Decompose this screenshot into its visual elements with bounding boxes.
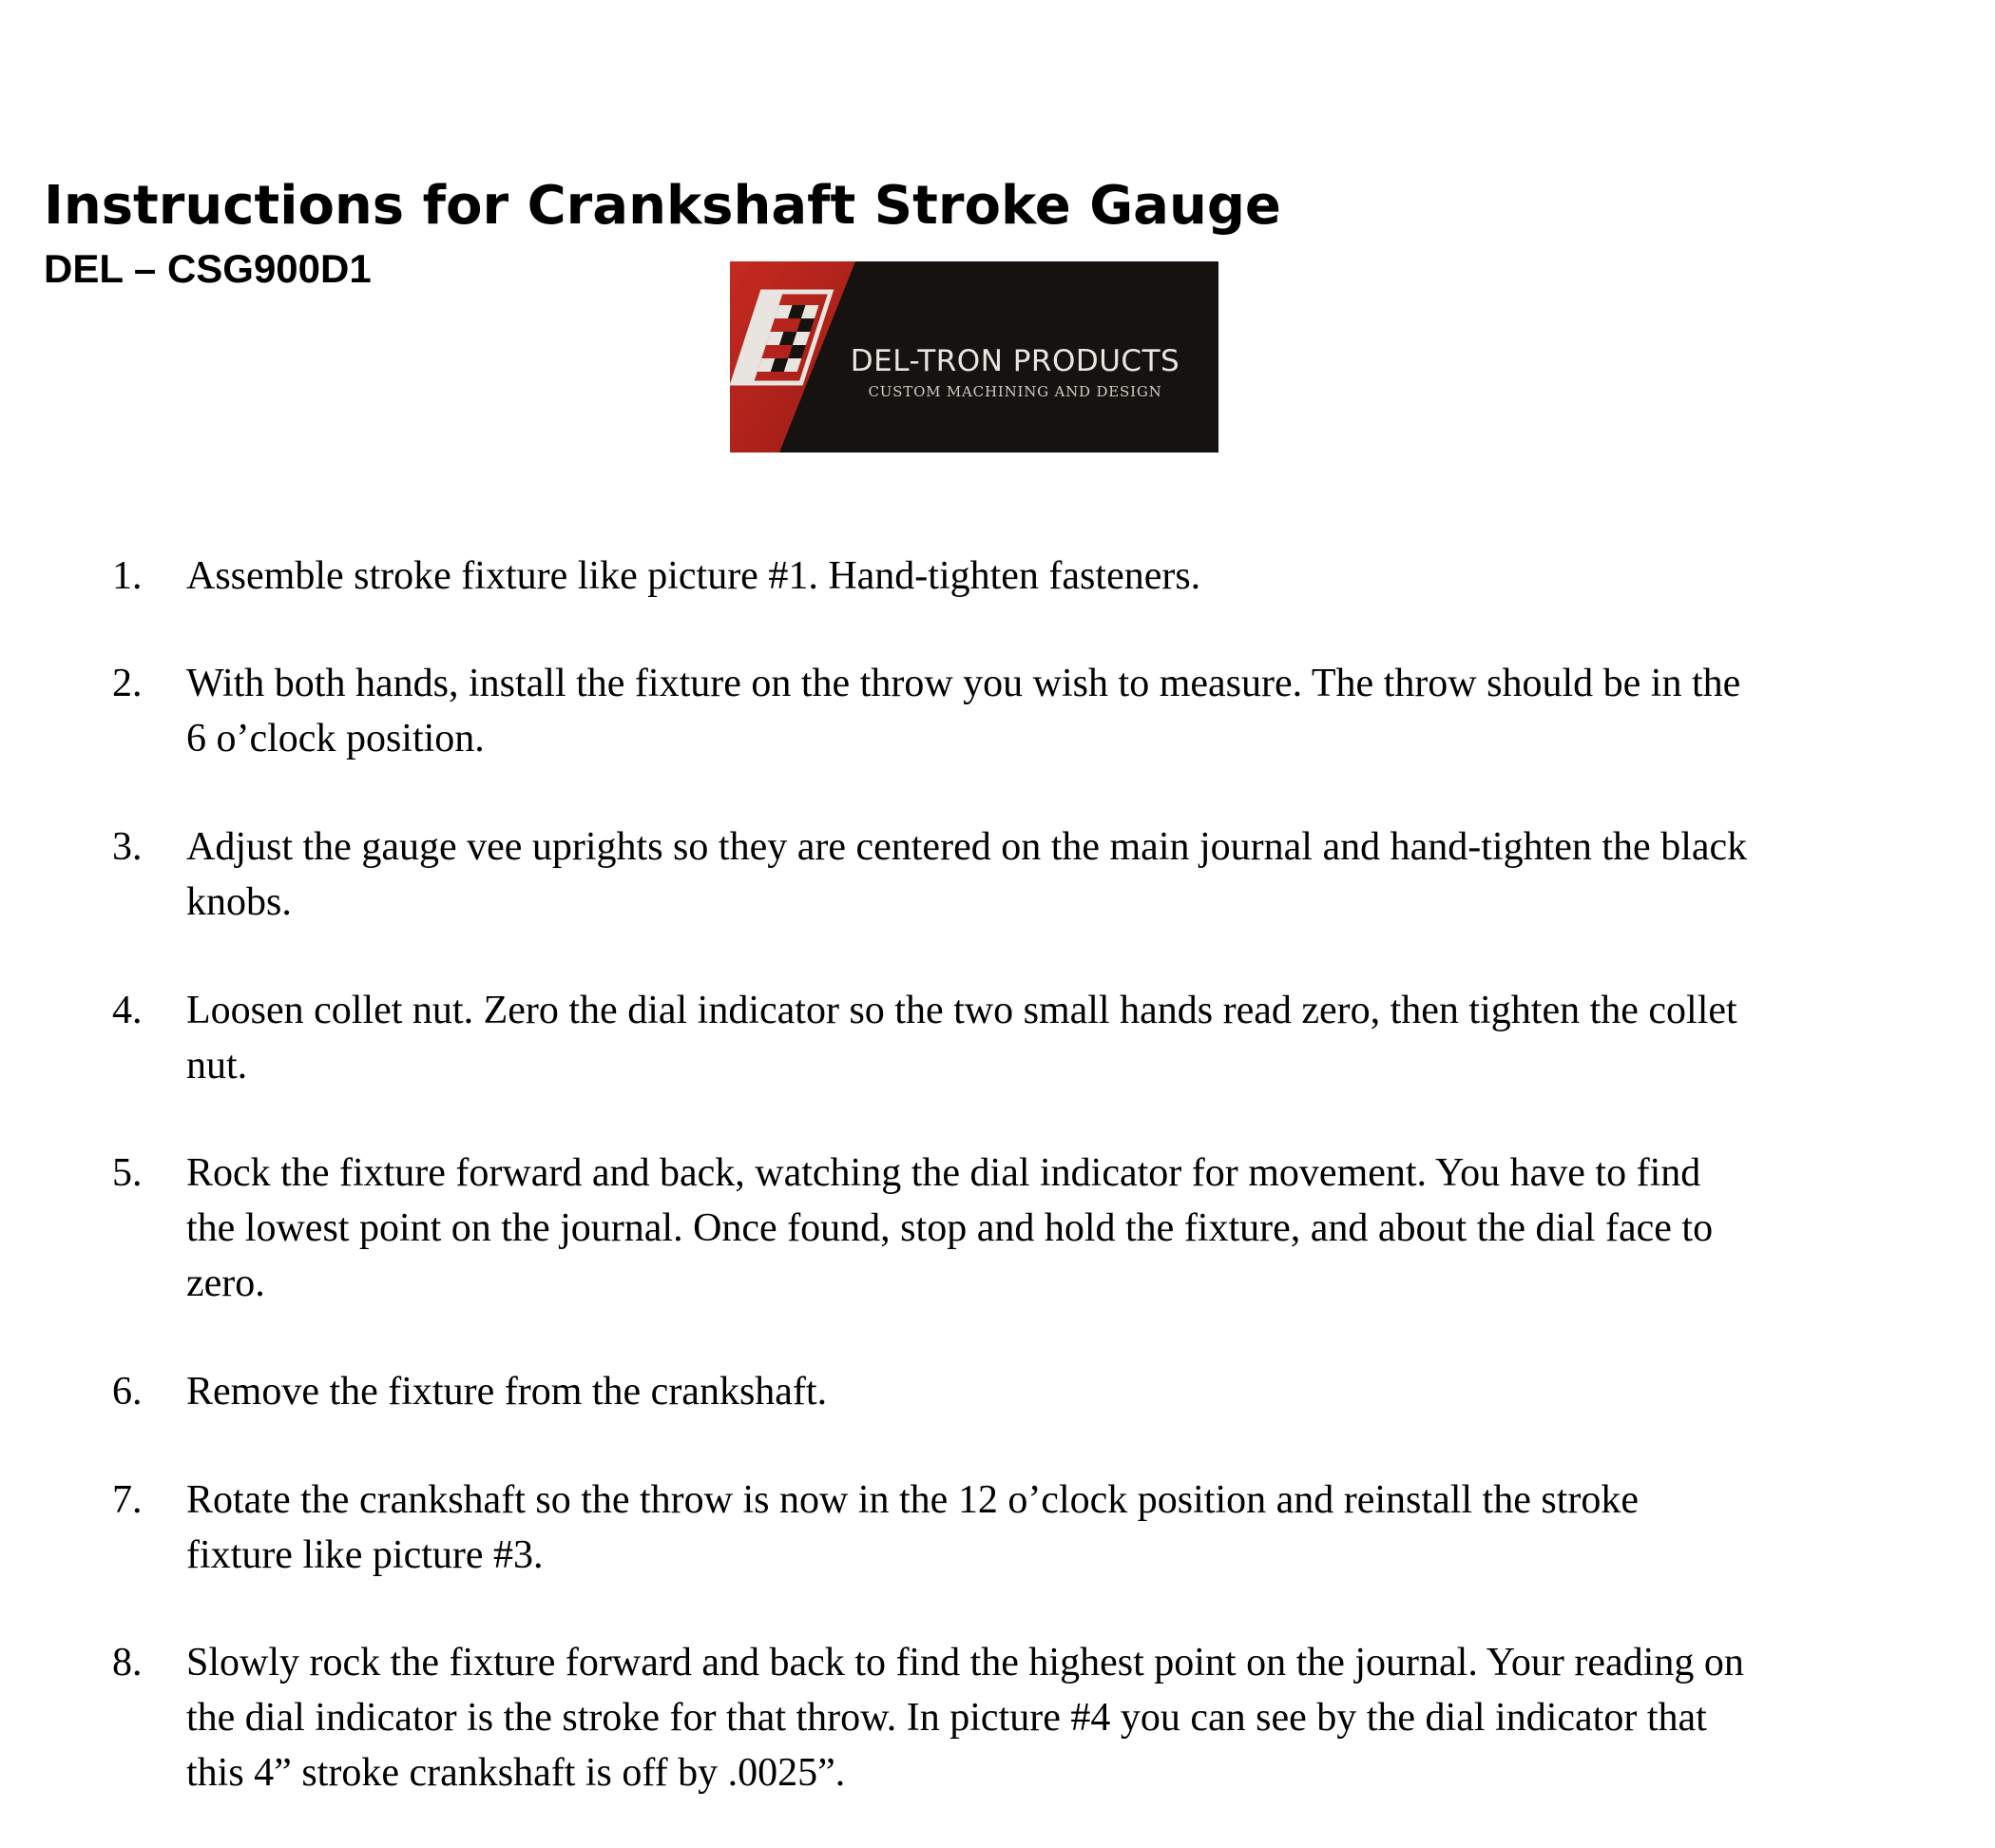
step-number: 5.: [112, 1151, 143, 1195]
step-number: 2.: [112, 662, 143, 705]
step-number: 8.: [112, 1641, 143, 1684]
step-line: the dial indicator is the stroke for that throw. In picture #4 you can see by the dial indicator that: [186, 1696, 1707, 1740]
page-title: Instructions for Crankshaft Stroke Gauge: [44, 175, 1281, 237]
step-line: Rotate the crankshaft so the throw is now in the 12 o’clock position and reinstall the stroke: [186, 1478, 1639, 1522]
step-line: Slowly rock the fixture forward and back to find the highest point on the journal. Your reading on: [186, 1641, 1744, 1684]
logo-tagline: CUSTOM MACHINING AND DESIGN: [868, 383, 1162, 400]
step-line: this 4” stroke crankshaft is off by .0025”.: [186, 1751, 846, 1795]
step-line: 6 o’clock position.: [186, 717, 485, 760]
step-text: [186, 819, 1995, 930]
step-text: [186, 1145, 1995, 1311]
step-number: 7.: [112, 1478, 143, 1522]
step-number: 6.: [112, 1370, 143, 1414]
step-text: [186, 1473, 1995, 1583]
company-logo: [730, 261, 1218, 452]
step-number: 3.: [112, 825, 143, 869]
part-number: DEL – CSG900D1: [44, 246, 372, 291]
step-line: fixture like picture #3.: [186, 1533, 544, 1577]
step-line: Remove the fixture from the crankshaft.: [186, 1370, 828, 1414]
step-line: Assemble stroke fixture like picture #1. Hand-tighten fasteners.: [186, 554, 1201, 598]
step-line: Adjust the gauge vee uprights so they are centered on the main journal and hand-tighten the black: [186, 825, 1748, 869]
step-line: With both hands, install the fixture on the throw you wish to measure. The throw should be in the: [186, 662, 1741, 705]
step-line: Rock the fixture forward and back, watching the dial indicator for movement. You have to find: [186, 1151, 1701, 1195]
step-text: [186, 983, 1995, 1093]
step-text: [186, 656, 1995, 766]
step-text: [186, 549, 1995, 604]
step-line: the lowest point on the journal. Once found, stop and hold the fixture, and about the dial face to: [186, 1206, 1714, 1250]
step-text: [186, 1635, 1995, 1800]
step-text: [186, 1364, 1995, 1419]
step-number: 1.: [112, 554, 143, 598]
step-line: nut.: [186, 1044, 248, 1088]
step-line: zero.: [186, 1261, 265, 1305]
step-line: knobs.: [186, 880, 292, 924]
step-number: 4.: [112, 989, 143, 1032]
logo-company-name: DEL-TRON PRODUCTS: [850, 344, 1180, 378]
step-line: Loosen collet nut. Zero the dial indicator so the two small hands read zero, then tighten the collet: [186, 989, 1737, 1032]
